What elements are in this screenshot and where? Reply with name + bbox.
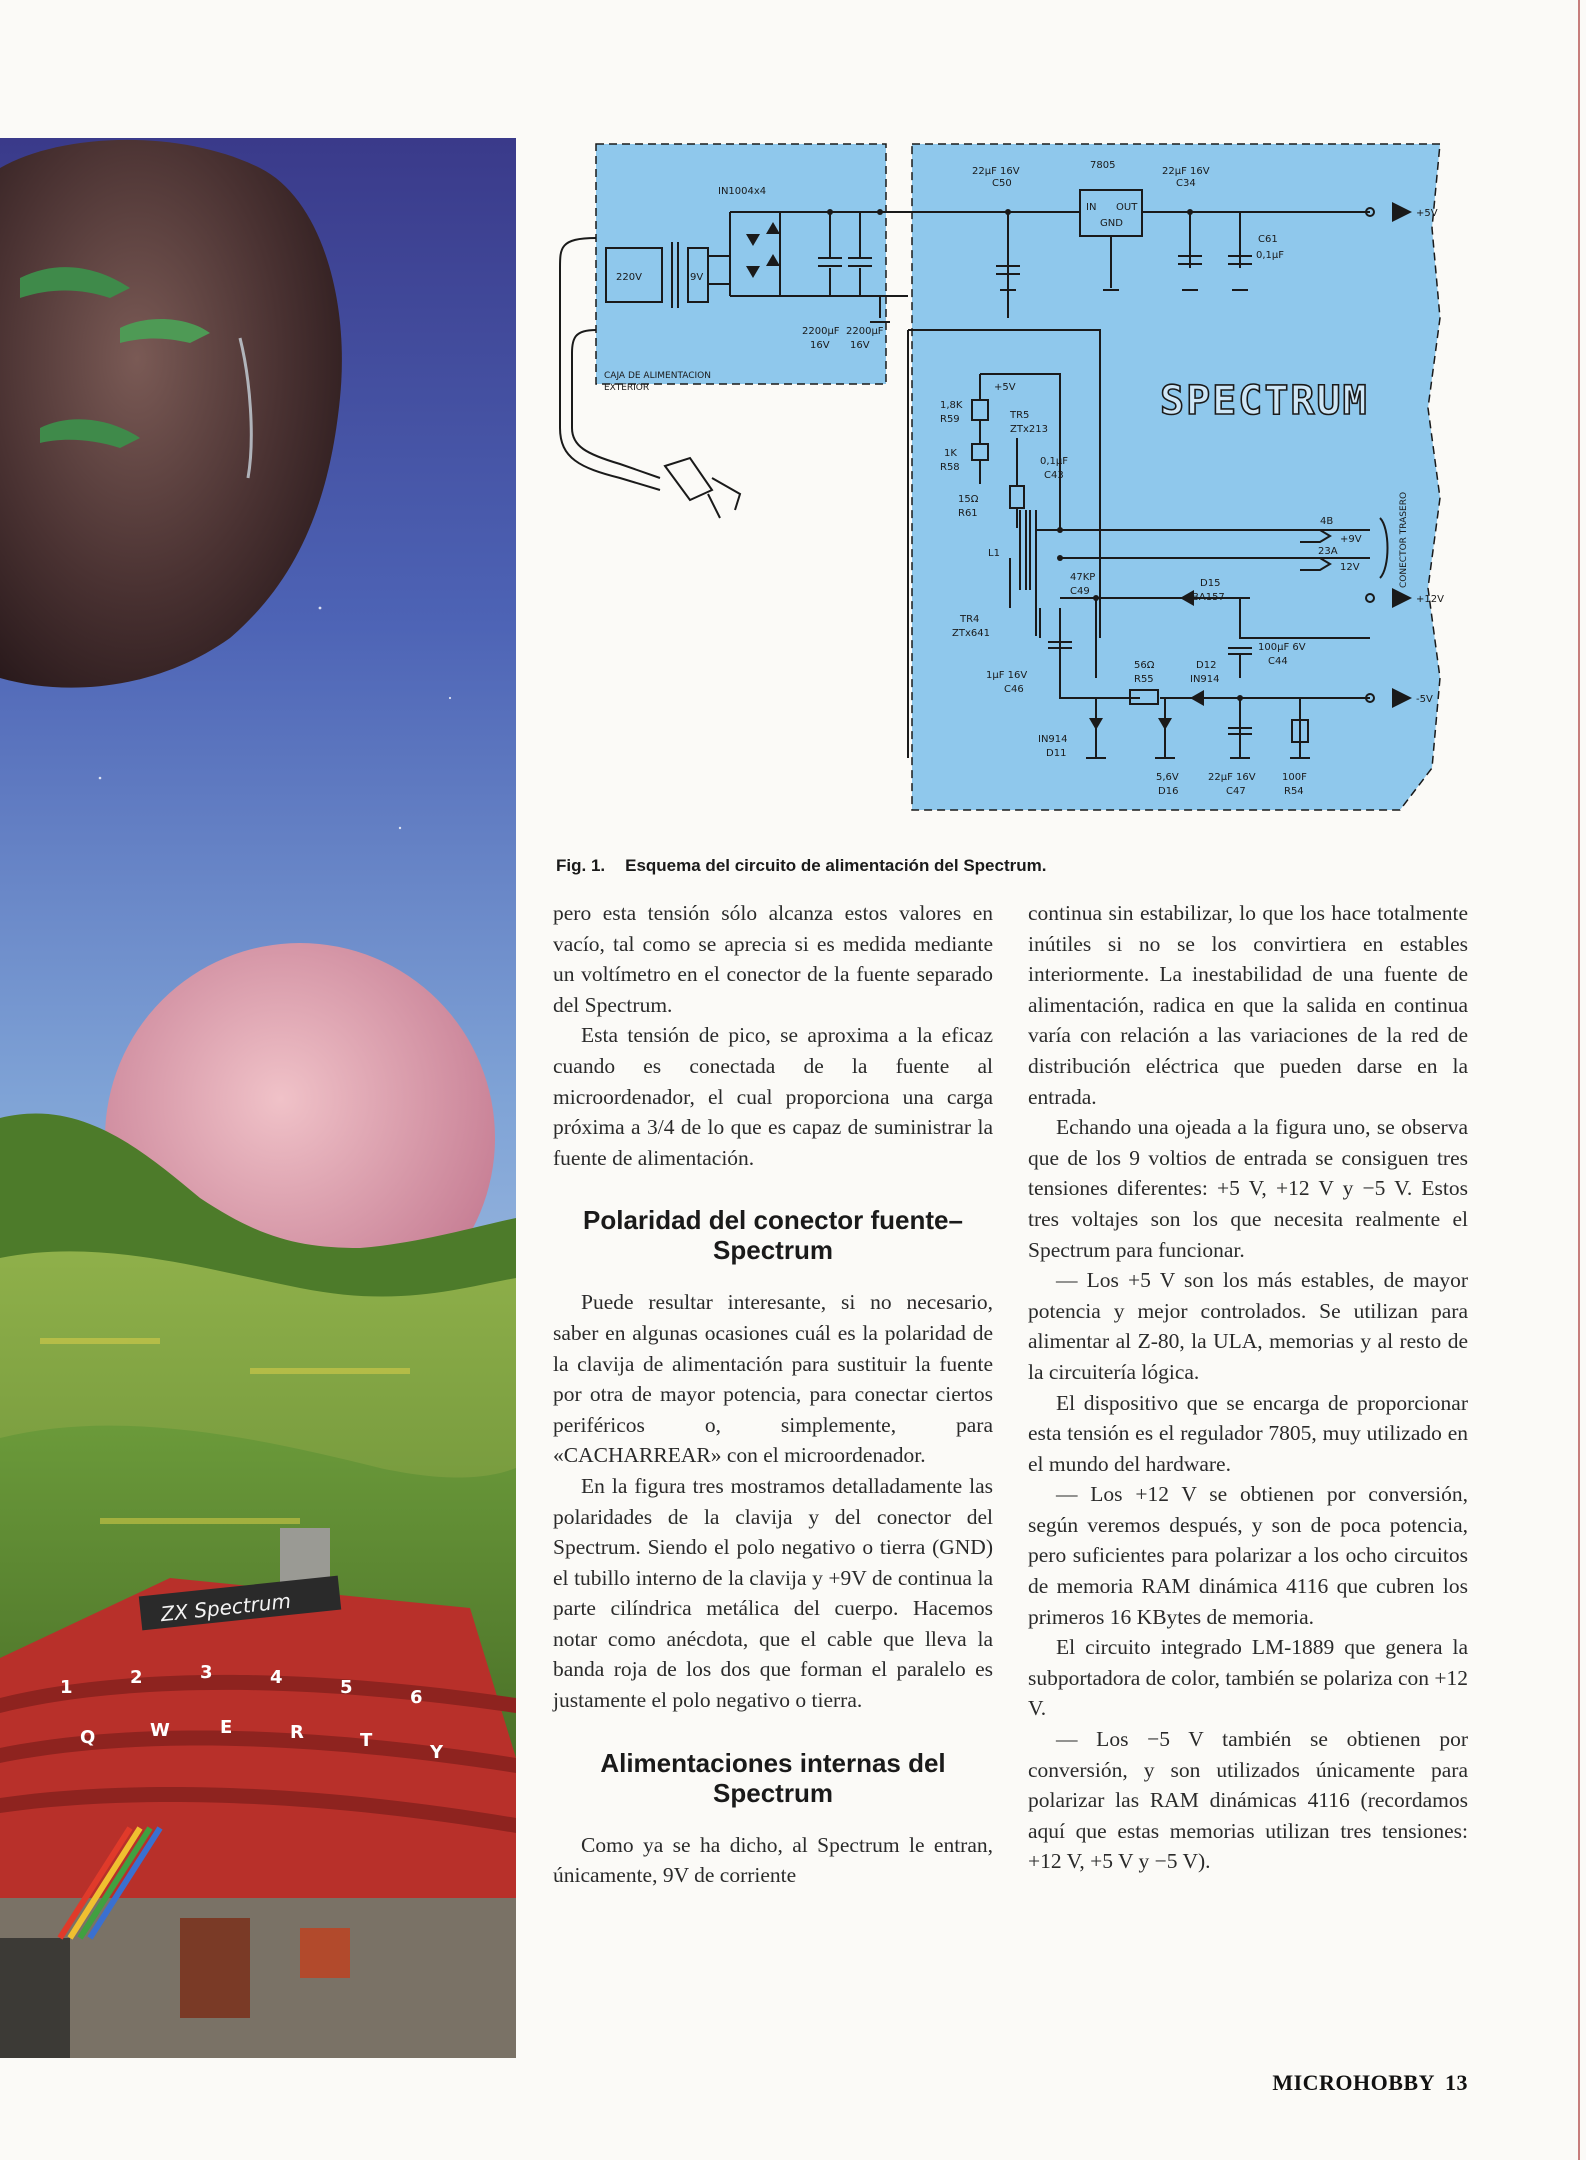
fantasy-landscape-image: [0, 138, 516, 2058]
label-d11: D11: [1046, 748, 1067, 759]
label-c34: 22µF 16V: [1162, 166, 1210, 177]
label-r54-val: 100F: [1282, 772, 1307, 783]
label-cap2-v: 16V: [850, 340, 870, 351]
label-c43-val: 0,1µF: [1040, 456, 1069, 467]
label-pin-4b: 4B: [1320, 516, 1334, 527]
label-d11-type: IN914: [1038, 734, 1068, 745]
svg-text:4: 4: [270, 1667, 283, 1688]
label-out-minus5v: -5V: [1416, 694, 1433, 705]
label-r61: R61: [958, 508, 978, 519]
label-box-2: EXTERIOR: [604, 383, 650, 393]
paragraph: Puede resultar interesante, si no necesario, saber en algunas ocasiones cuál es la polaridad de la clavija de alimentación para sustituir la fuente por otra de mayor potencia, para conectar ciertos periféricos o, simplemente, para «CACHARREAR» con el microordenador.: [553, 1290, 993, 1468]
label-cap2: 2200µF: [846, 326, 884, 337]
paragraph: El circuito integrado LM-1889 que genera la subportadora de color, también se polariza con +12 V.: [1028, 1635, 1468, 1721]
paragraph: pero esta tensión sólo alcanza estos valores en vacío, tal como se aprecia si es medida mediante un voltímetro en el conector de la fuente separado del Spectrum.: [553, 901, 993, 1017]
label-r55: R55: [1134, 674, 1154, 685]
paragraph: — Los +5 V son los más estables, de mayor potencia y mejor controlados. Se utilizan para alimentar al Z-80, la ULA, memorias y al resto de la circuitería lógica.: [1028, 1268, 1468, 1384]
label-reg-gnd: GND: [1100, 218, 1123, 229]
paragraph: Esta tensión de pico, se aproxima a la eficaz cuando es conectada de la fuente al microordenador, el cual proporciona una carga próxima a 3/4 de lo que es capaz de suministrar la fuente de alimentación.: [553, 1023, 993, 1170]
label-c34-name: C34: [1176, 178, 1196, 189]
spectrum-logo: SPECTRUM: [1160, 378, 1369, 424]
svg-text:Q: Q: [80, 1727, 96, 1748]
label-cap1-v: 16V: [810, 340, 830, 351]
spectrum-board-area: [912, 144, 1440, 810]
label-d16: D16: [1158, 786, 1179, 797]
label-mains: 220V: [616, 272, 642, 283]
label-diodes: IN1004x4: [718, 186, 767, 197]
label-c47: C47: [1226, 786, 1246, 797]
label-c61-name: C61: [1258, 234, 1278, 245]
label-r59-val: 1,8K: [940, 400, 963, 411]
label-c50-name: C50: [992, 178, 1012, 189]
svg-text:R: R: [290, 1722, 304, 1743]
label-tr4: TR4: [960, 614, 980, 625]
label-r59: R59: [940, 414, 960, 425]
label-c47-val: 22µF 16V: [1208, 772, 1256, 783]
label-connector: CONECTOR TRASERO: [1399, 491, 1409, 588]
label-c61: 0,1µF: [1256, 250, 1285, 261]
label-d12: D12: [1196, 660, 1217, 671]
external-supply-box: [596, 144, 886, 384]
label-box-1: CAJA DE ALIMENTACION: [604, 371, 711, 381]
label-c44: C44: [1268, 656, 1288, 667]
label-r61-val: 15Ω: [958, 494, 979, 505]
label-out-5v: +5V: [1416, 208, 1438, 219]
label-c50: 22µF 16V: [972, 166, 1020, 177]
label-r58-val: 1K: [944, 448, 957, 459]
paragraph: Como ya se ha dicho, al Spectrum le entran, únicamente, 9V de corriente: [553, 1832, 993, 1888]
paragraph: Echando una ojeada a la figura uno, se observa que de los 9 voltios de entrada se consiguen tres tensiones diferentes: +5 V, +12 V y −5 V. Estos tres voltajes son los que necesita realmente el Spectrum para funcionar.: [1028, 1115, 1468, 1262]
label-cap1: 2200µF: [802, 326, 840, 337]
label-d15: D15: [1200, 578, 1221, 589]
paragraph: — Los +12 V se obtienen por conversión, según veremos después, y son de poca potencia, pero suficientes para polarizar a los ocho circuitos de memoria RAM dinámica 4116 que cubren los primeros 16 KBytes de memoria.: [1028, 1482, 1468, 1629]
figure-caption: [556, 856, 1456, 876]
label-9v: +9V: [1340, 534, 1362, 545]
svg-text:Y: Y: [430, 1742, 444, 1763]
label-d15-type: BA157: [1192, 592, 1225, 603]
label-c46: C46: [1004, 684, 1024, 695]
label-regulator: 7805: [1090, 160, 1116, 171]
magazine-name: MICROHOBBY: [1272, 2070, 1435, 2095]
cover-illustration: [0, 138, 516, 2058]
article-column-left: [553, 898, 993, 1891]
label-reg-in: IN: [1086, 202, 1097, 213]
label-c44-val: 100µF 6V: [1258, 642, 1306, 653]
label-out-12v: +12V: [1416, 594, 1444, 605]
section-heading: Polaridad del conector fuente–Spectrum: [583, 1205, 963, 1266]
svg-text:T: T: [360, 1730, 373, 1751]
svg-text:2: 2: [130, 1667, 143, 1688]
label-r58: R58: [940, 462, 960, 473]
figure-number: Fig. 1.: [556, 856, 606, 875]
label-r54: R54: [1284, 786, 1304, 797]
label-d16-val: 5,6V: [1156, 772, 1179, 783]
page-edge: [1578, 0, 1580, 2160]
figure-caption-text: Esquema del circuito de alimentación del Spectrum.: [625, 856, 1047, 875]
label-tr4-type: ZTx641: [952, 628, 990, 639]
label-12v-ac: 12V: [1340, 562, 1360, 573]
paragraph: En la figura tres mostramos detalladamente las polaridades de la clavija y del conector del Spectrum. Siendo el polo negativo o tierra (GND) el tubillo interno de la clavija y +9V de continua la parte cilíndrica metálica del cuerpo. Hacemos notar como anécdota, que el cable que lleva la banda roja de los dos que forman el paralelo es justamente el polo negativo o tierra.: [553, 1473, 993, 1713]
label-c43: C43: [1044, 470, 1064, 481]
paragraph: continua sin estabilizar, lo que los hace totalmente inútiles si no se los convirtiera en estables interiormente. La inestabilidad de una fuente de alimentación, radica en que la salida en continua varía con relación a las variaciones de la red de distribución eléctrica que pueden darse en la entrada.: [1028, 901, 1468, 1109]
svg-text:E: E: [220, 1717, 233, 1738]
label-tr5-type: ZTx213: [1010, 424, 1048, 435]
label-pin-23a: 23A: [1318, 546, 1338, 557]
keyboard-logo: ZX Spectrum: [159, 1588, 292, 1627]
label-c49: C49: [1070, 586, 1090, 597]
label-secondary: 9V: [690, 272, 704, 283]
label-plus5: +5V: [994, 382, 1016, 393]
svg-text:5: 5: [340, 1677, 353, 1698]
svg-text:1: 1: [60, 1677, 73, 1698]
section-heading: Alimentaciones internas del Spectrum: [600, 1747, 946, 1808]
paragraph: El dispositivo que se encarga de proporcionar esta tensión es el regulador 7805, muy utilizado en el mundo del hardware.: [1028, 1390, 1468, 1476]
svg-text:6: 6: [410, 1687, 423, 1708]
label-l1: L1: [988, 548, 1000, 559]
article-column-right: [1028, 898, 1468, 1877]
label-c46-val: 1µF 16V: [986, 670, 1028, 681]
label-tr5: TR5: [1010, 410, 1030, 421]
page-number: 13: [1445, 2070, 1468, 2095]
schematic-diagram: [540, 138, 1444, 828]
label-c49-val: 47KP: [1070, 572, 1096, 583]
svg-text:3: 3: [200, 1662, 213, 1683]
label-reg-out: OUT: [1116, 202, 1138, 213]
label-r55-val: 56Ω: [1134, 660, 1155, 671]
paragraph: — Los −5 V también se obtienen por conversión, y son utilizados únicamente para polarizar las RAM dinámicas 4116 (recordamos aquí que estas memorias utilizan tres tensiones: +12 V, +5 V y −5 V).: [1028, 1727, 1468, 1874]
page-footer: [1272, 2070, 1468, 2096]
label-d12-type: IN914: [1190, 674, 1220, 685]
power-supply-schematic: [540, 138, 1444, 828]
svg-text:W: W: [150, 1720, 170, 1741]
